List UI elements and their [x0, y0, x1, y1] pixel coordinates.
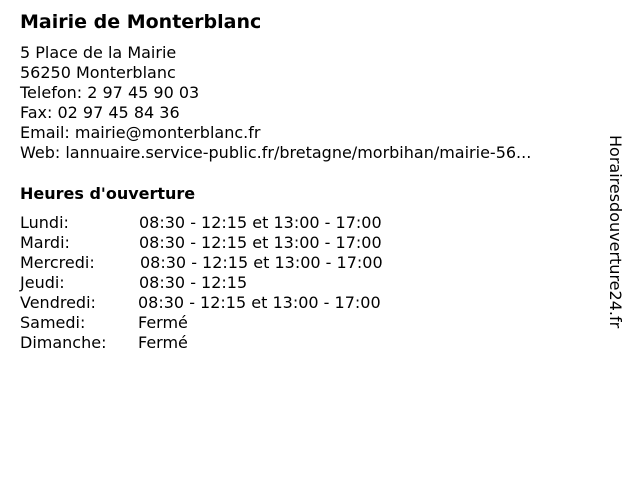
hours-row-samedi — [20, 313, 440, 333]
time-value: 08:30 - 12:15 et 13:00 - 17:00 — [139, 213, 382, 232]
time-value: 08:30 - 12:15 et 13:00 - 17:00 — [139, 233, 382, 252]
hours-row-mardi — [20, 233, 440, 253]
watermark-site-name: Horairesdouverture24.fr — [606, 135, 625, 329]
hours-row-vendredi — [20, 293, 440, 313]
hours-row-jeudi — [20, 273, 440, 293]
hours-row-mercredi — [20, 253, 440, 273]
day-label: Jeudi: — [20, 273, 65, 292]
address-city: 56250 Monterblanc — [20, 63, 176, 82]
website-url: Web: lannuaire.service-public.fr/bretagne/morbihan/mairie-56... — [20, 143, 532, 162]
email-address: Email: mairie@monterblanc.fr — [20, 123, 261, 142]
fax-number: Fax: 02 97 45 84 36 — [20, 103, 180, 122]
phone-number: Telefon: 2 97 45 90 03 — [20, 83, 200, 102]
opening-hours-list — [20, 213, 440, 353]
day-label: Samedi: — [20, 313, 86, 332]
day-label: Dimanche: — [20, 333, 107, 352]
day-label: Vendredi: — [20, 293, 96, 312]
time-value: 08:30 - 12:15 et 13:00 - 17:00 — [140, 253, 383, 272]
page-title: Mairie de Monterblanc — [20, 11, 262, 33]
time-value: Fermé — [138, 333, 188, 352]
hours-row-lundi — [20, 213, 440, 233]
day-label: Lundi: — [20, 213, 69, 232]
day-label: Mercredi: — [20, 253, 95, 272]
time-value: 08:30 - 12:15 et 13:00 - 17:00 — [138, 293, 381, 312]
hours-row-dimanche — [20, 333, 440, 353]
hours-heading: Heures d'ouverture — [20, 184, 196, 203]
time-value: 08:30 - 12:15 — [139, 273, 248, 292]
time-value: Fermé — [138, 313, 188, 332]
address-street: 5 Place de la Mairie — [20, 43, 177, 62]
day-label: Mardi: — [20, 233, 70, 252]
contact-info — [20, 43, 531, 163]
